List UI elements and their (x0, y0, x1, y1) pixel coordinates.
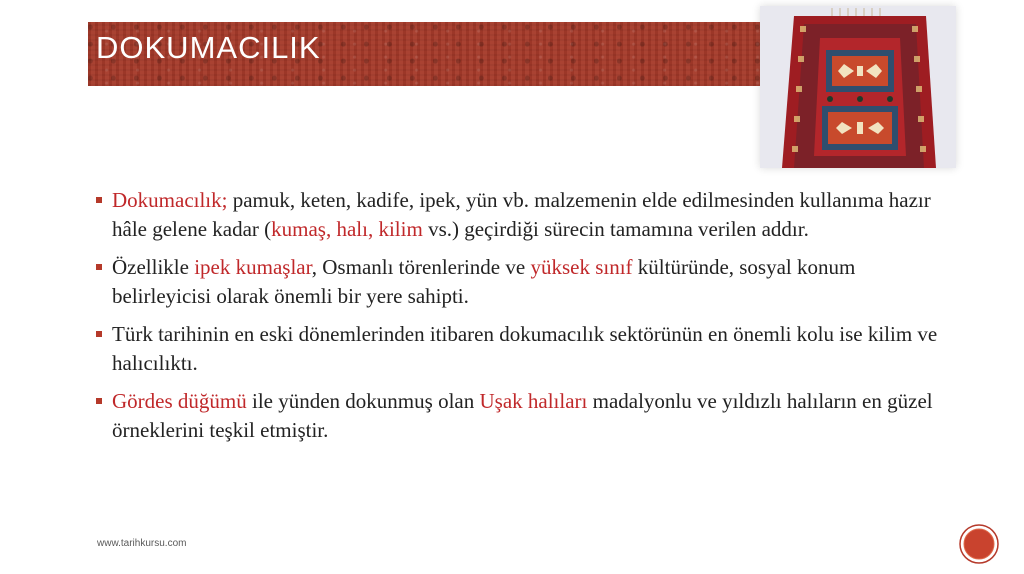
body-text: Özellikle (112, 255, 195, 279)
highlight-term: yüksek sınıf (530, 255, 633, 279)
bullet-item (96, 387, 956, 445)
body-text: Türk tarihinin en eski dönemlerinden itibaren dokumacılık sektörünün en önemli kolu ise kilim ve halıcılıktı. (112, 322, 938, 375)
highlight-term: kumaş, halı, kilim (271, 217, 423, 241)
body-text: madalyonlu ve yıldızlı halıların en güzel örneklerini teşkil etmiştir. (112, 389, 933, 442)
carpet-image (760, 6, 956, 168)
circle-marker-icon (957, 522, 1001, 571)
square-bullet-icon (96, 331, 102, 337)
footer-url: www.tarihkursu.com (97, 538, 187, 549)
body-text: ile yünden dokunmuş olan (246, 389, 480, 413)
highlight-term: Dokumacılık; (112, 188, 228, 212)
bullet-item (96, 253, 956, 311)
highlight-term: Uşak halıları (479, 389, 588, 413)
slide-title: DOKUMACILIK (96, 30, 321, 65)
square-bullet-icon (96, 264, 102, 270)
body-text: kültüründe, sosyal konum belirleyicisi olarak önemli bir yere sahipti. (112, 255, 856, 308)
bullet-item (96, 320, 956, 378)
square-bullet-icon (96, 398, 102, 404)
square-bullet-icon (96, 197, 102, 203)
highlight-term: ipek kumaşlar (194, 255, 312, 279)
bullet-list (96, 186, 956, 454)
body-text: pamuk, keten, kadife, ipek, yün vb. malzemenin elde edilmesinden kullanıma hazır hâle gelene kadar ( (112, 188, 931, 241)
body-text: vs.) geçirdiği sürecin tamamına verilen addır. (422, 217, 809, 241)
body-text: , Osmanlı törenlerinde ve (311, 255, 531, 279)
highlight-term: Gördes düğümü (112, 389, 247, 413)
bullet-item (96, 186, 956, 244)
